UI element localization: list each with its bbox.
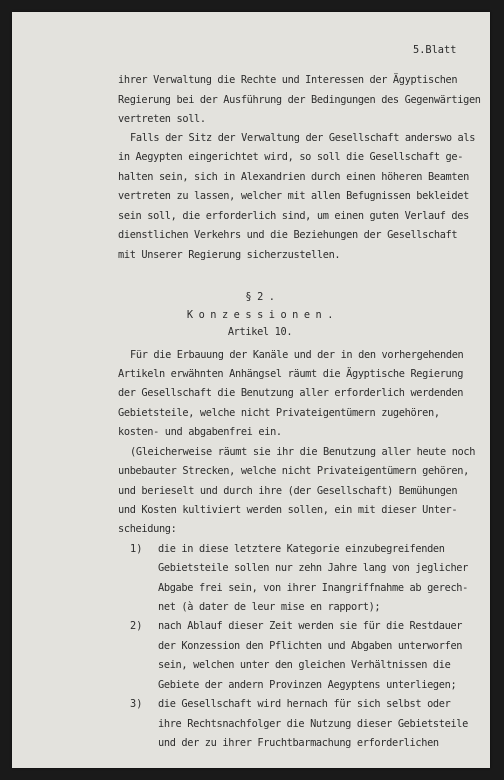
text-line: Regierung bei der Ausführung der Bedingungen des Gegenwärtigen (118, 94, 481, 106)
text-line: unbebauter Strecken, welche nicht Privateigentümern gehören, (118, 465, 469, 477)
article-heading: Artikel 10. (227, 326, 293, 338)
text-line: mit Unserer Regierung sicherzustellen. (118, 249, 341, 261)
section-sign: § 2 . (245, 291, 275, 303)
text-line: sein, welchen unter den gleichen Verhältnissen die (158, 659, 451, 671)
text-line: und der zu ihrer Fruchtbarmachung erforderlichen (158, 737, 439, 749)
text-line: (Gleicherweise räumt sie ihr die Benutzung aller heute noch (130, 446, 476, 458)
text-line: halten sein, sich in Alexandrien durch einen höheren Beamten (118, 171, 469, 183)
text-line: in Aegypten eingerichtet wird, so soll die Gesellschaft ge- (118, 151, 464, 163)
text-line: der Gesellschaft die Benutzung aller erforderlich werdenden (118, 387, 464, 399)
text-line: die Gesellschaft wird hernach für sich selbst oder (158, 698, 451, 710)
list-number: 1) (130, 543, 143, 555)
text-line: kosten- und abgabenfrei ein. (118, 426, 282, 438)
text-line: net (à dater de leur mise en rapport); (158, 601, 381, 613)
text-line: ihre Rechtsnachfolger die Nutzung dieser Gebietsteile (158, 718, 469, 730)
section-title: K o n z e s s i o n e n . (186, 309, 334, 321)
text-line: Falls der Sitz der Verwaltung der Gesellschaft anderswo als (130, 132, 476, 144)
text-line: vertreten zu lassen, welcher mit allen Befugnissen bekleidet (118, 190, 469, 202)
list-number: 3) (130, 698, 143, 710)
text-line: sein soll, die erforderlich sind, um einen guten Verlauf des (118, 210, 469, 222)
list-number: 2) (130, 620, 143, 632)
text-line: dienstlichen Verkehrs und die Beziehungen der Gesellschaft (118, 229, 458, 241)
text-line: ihrer Verwaltung die Rechte und Interessen der Ägyptischen (118, 74, 458, 86)
text-line: Gebiete der andern Provinzen Aegyptens unterliegen; (158, 679, 457, 691)
text-line: nach Ablauf dieser Zeit werden sie für die Restdauer (158, 620, 463, 632)
text-line: vertreten soll. (118, 113, 206, 125)
text-line: Gebietsteile sollen nur zehn Jahre lang von jeglicher (158, 562, 469, 574)
text-line: der Konzession den Pflichten und Abgaben unterworfen (158, 640, 463, 652)
text-line: die in diese letztere Kategorie einzubegreifenden (158, 543, 445, 555)
text-line: Gebietsteile, welche nicht Privateigentümern zugehören, (118, 407, 440, 419)
text-line: Für die Erbauung der Kanäle und der in den vorhergehenden (130, 349, 464, 361)
text-line: und Kosten kultiviert werden sollen, ein mit dieser Unter- (118, 504, 458, 516)
text-line: scheidung: (118, 523, 177, 535)
text-line: Abgabe frei sein, von ihrer Inangriffnahme ab gerech- (158, 582, 469, 594)
page-number: 5.Blatt (413, 44, 457, 56)
text-line: Artikeln erwähnten Anhängsel räumt die Ägyptische Regierung (118, 368, 464, 380)
text-line: und berieselt und durch ihre (der Gesellschaft) Bemühungen (118, 485, 458, 497)
